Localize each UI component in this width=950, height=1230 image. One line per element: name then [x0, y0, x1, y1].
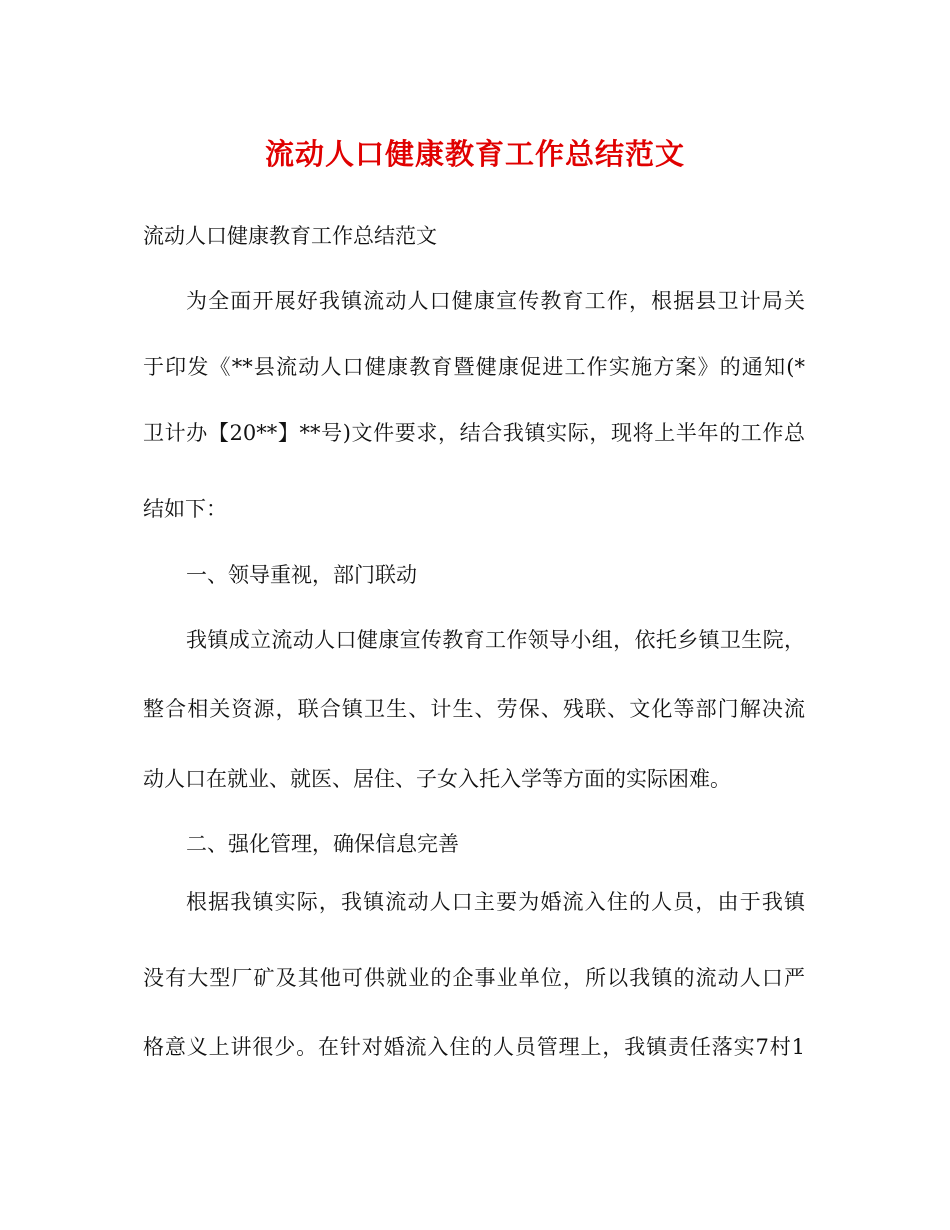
section-heading-2: 二、强化管理，确保信息完善: [186, 832, 459, 856]
paragraph-line: 结如下：: [143, 497, 227, 521]
paragraph-line: 动人口在就业、就医、居住、子女入托入学等方面的实际困难。: [143, 767, 731, 791]
paragraph-line: 于印发《**县流动人口健康教育暨健康促进工作实施方案》的通知(*: [143, 355, 805, 379]
document-title: 流动人口健康教育工作总结范文: [264, 137, 685, 171]
section-heading-1: 一、领导重视，部门联动: [186, 563, 417, 587]
paragraph-line: 整合相关资源，联合镇卫生、计生、劳保、残联、文化等部门解决流: [143, 697, 805, 721]
doc-subtitle: 流动人口健康教育工作总结范文: [143, 224, 437, 248]
paragraph-line: 为全面开展好我镇流动人口健康宣传教育工作，根据县卫计局关: [186, 289, 805, 313]
paragraph-line: 卫计办【20**】**号)文件要求，结合我镇实际，现将上半年的工作总: [143, 421, 805, 445]
paragraph-line: 我镇成立流动人口健康宣传教育工作领导小组，依托乡镇卫生院，: [186, 628, 805, 652]
paragraph-line: 根据我镇实际，我镇流动人口主要为婚流入住的人员，由于我镇: [186, 890, 805, 914]
paragraph-line: 没有大型厂矿及其他可供就业的企事业单位，所以我镇的流动人口严: [143, 966, 805, 990]
paragraph-line: 格意义上讲很少。在针对婚流入住的人员管理上，我镇责任落实7村1: [143, 1035, 805, 1059]
